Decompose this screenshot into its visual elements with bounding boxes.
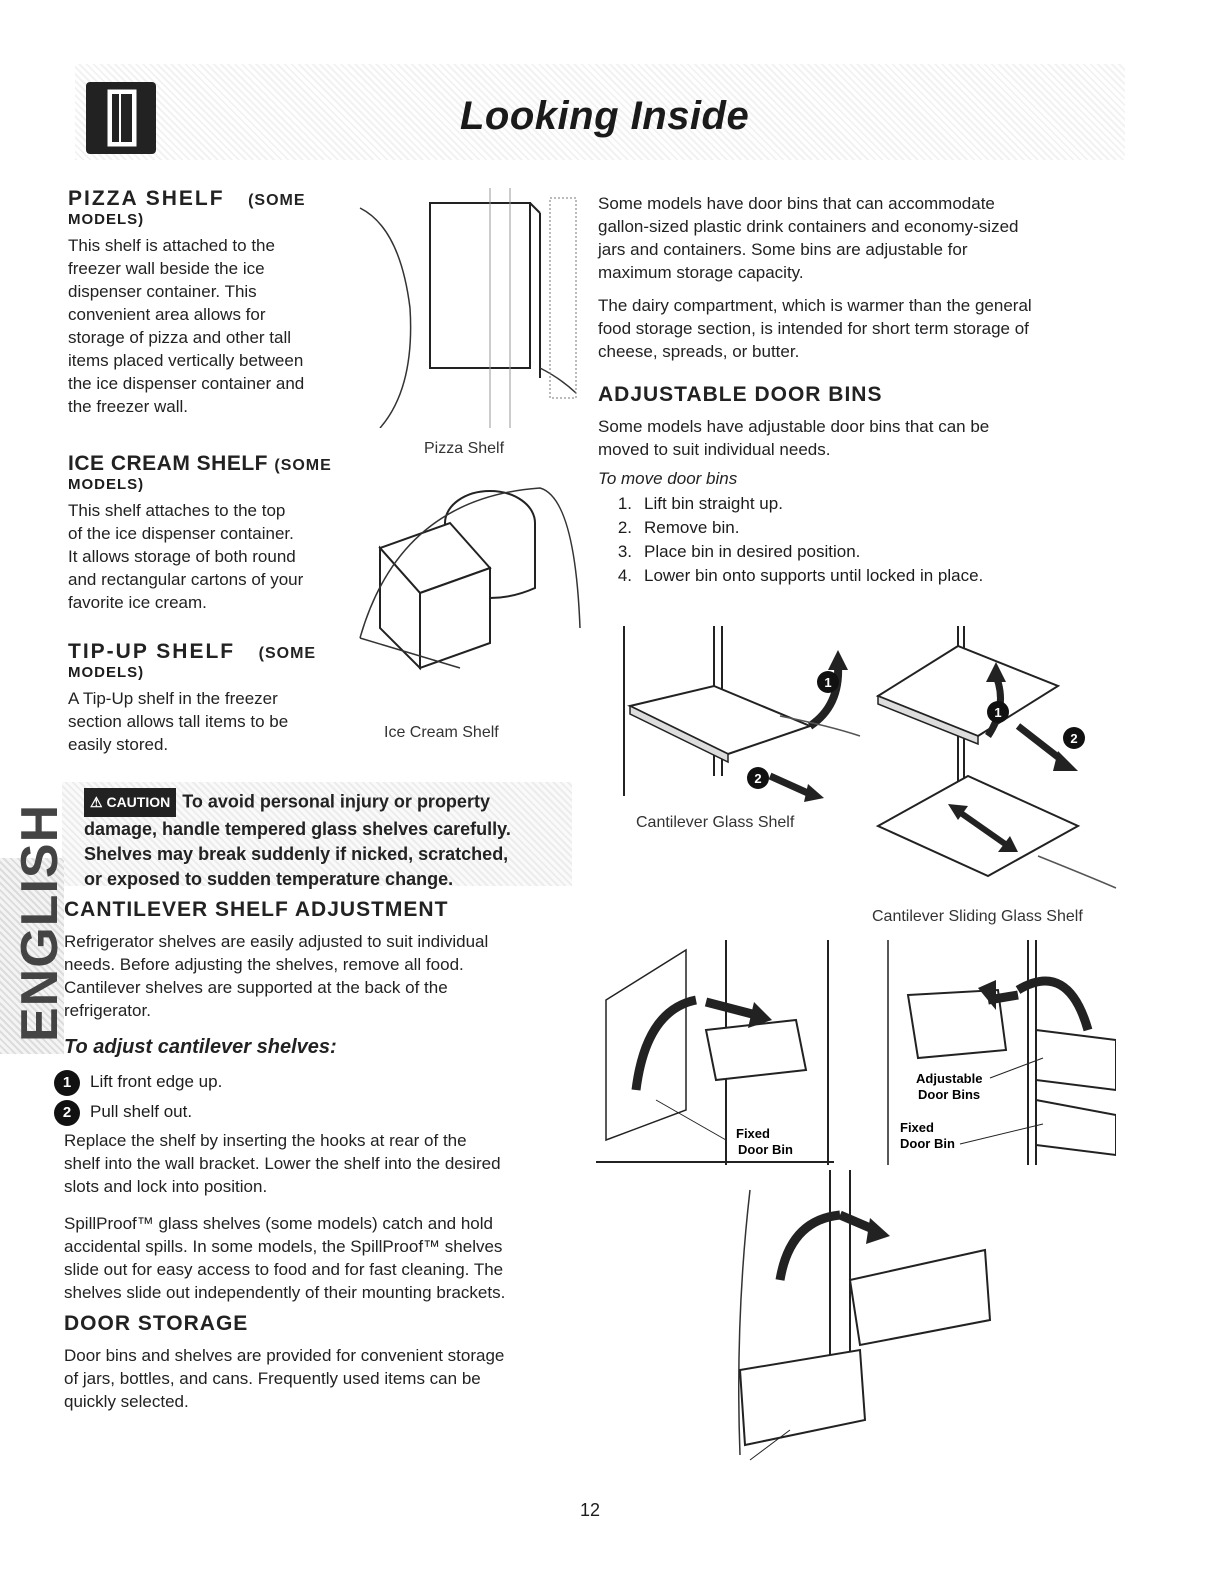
intro-line: Some models have door bins that can accommodate bbox=[598, 194, 995, 213]
fixed2-label-line2: Door Bin bbox=[900, 1136, 955, 1151]
cantilever-text2-line: slots and lock into position. bbox=[64, 1177, 268, 1196]
step-number: 4. bbox=[617, 566, 632, 585]
door-storage-line: quickly selected. bbox=[64, 1392, 189, 1411]
pizza-caption: Pizza Shelf bbox=[424, 440, 505, 457]
tipup-subtitle: MODELS) bbox=[68, 664, 145, 681]
list-item bbox=[598, 516, 1118, 539]
pizza-text-line: the freezer wall. bbox=[68, 397, 188, 416]
pizza-text-line: storage of pizza and other tall bbox=[68, 328, 292, 347]
caution-line: To avoid personal injury or property bbox=[182, 791, 490, 812]
caution-line: or exposed to sudden temperature change. bbox=[84, 869, 454, 889]
pizza-text-line: freezer wall beside the ice bbox=[68, 259, 265, 278]
icecream-text-line: favorite ice cream. bbox=[68, 593, 207, 612]
step-marker-1: 1 bbox=[824, 675, 832, 690]
pizza-title: PIZZA SHELF bbox=[68, 187, 225, 210]
icecream-text-line: of the ice dispenser container. bbox=[68, 524, 294, 543]
intro-line: maximum storage capacity. bbox=[598, 263, 804, 282]
step-marker-2: 2 bbox=[754, 771, 762, 786]
tipup-title-small: (SOME bbox=[258, 645, 317, 662]
list-item bbox=[598, 564, 1118, 587]
fixed-label-line2: Door Bin bbox=[738, 1142, 793, 1157]
spillproof-line: accidental spills. In some models, the SpillProof™ shelves bbox=[64, 1237, 503, 1256]
pizza-title-small: (SOME bbox=[248, 192, 306, 209]
cantilever-glass-figure bbox=[610, 626, 868, 806]
pizza-text-line: dispenser container. This bbox=[68, 282, 257, 301]
door-storage-title: DOOR STORAGE bbox=[64, 1312, 249, 1335]
spillproof-line: SpillProof™ glass shelves (some models) catch and hold bbox=[64, 1214, 493, 1233]
step-number: 3. bbox=[617, 542, 632, 561]
adjustable-door-bins-figure bbox=[878, 940, 1116, 1165]
step-text: Pull shelf out. bbox=[90, 1102, 193, 1121]
cantilever-text-line: needs. Before adjusting the shelves, remove all food. bbox=[64, 955, 464, 974]
adjustable-text-line: moved to suit individual needs. bbox=[598, 440, 831, 459]
pizza-text-line: the ice dispenser container and bbox=[68, 374, 305, 393]
sliding-caption: Cantilever Sliding Glass Shelf bbox=[872, 908, 1083, 925]
tipup-text-line: section allows tall items to be bbox=[68, 712, 289, 731]
intro-line: jars and containers. Some bins are adjustable for bbox=[598, 240, 968, 259]
icecream-shelf-section bbox=[68, 452, 343, 614]
step-number: 1. bbox=[617, 494, 632, 513]
cantilever-text2-line: shelf into the wall bracket. Lower the shelf into the desired bbox=[64, 1154, 501, 1173]
refrigerator-icon bbox=[86, 82, 156, 154]
cantilever-step bbox=[54, 1097, 584, 1127]
icecream-title-small: (SOME bbox=[274, 457, 332, 474]
adjustable-steps bbox=[598, 492, 1118, 587]
icecream-subtitle: MODELS) bbox=[68, 476, 145, 493]
pizza-text-line: items placed vertically between bbox=[68, 351, 304, 370]
door-storage-line: Door bins and shelves are provided for convenient storage bbox=[64, 1346, 505, 1365]
step-text: Lower bin onto supports until locked in place. bbox=[644, 566, 984, 585]
icecream-shelf-figure bbox=[340, 468, 585, 713]
step-number: 2 bbox=[54, 1100, 80, 1126]
caution-badge: ⚠ CAUTION bbox=[84, 788, 176, 817]
caution-badge-label: CAUTION bbox=[106, 794, 171, 810]
pizza-text-line: This shelf is attached to the bbox=[68, 236, 275, 255]
door-bins-figure bbox=[730, 1170, 1010, 1465]
sliding-glass-figure bbox=[868, 626, 1118, 896]
step-number: 2. bbox=[617, 518, 632, 537]
adjustable-text-line: Some models have adjustable door bins that can be bbox=[598, 417, 990, 436]
language-tab-label: ENGLISH bbox=[11, 803, 69, 1042]
dairy-line: The dairy compartment, which is warmer than the general bbox=[598, 296, 1032, 315]
icecream-text-line: It allows storage of both round bbox=[68, 547, 296, 566]
pizza-shelf-section bbox=[68, 187, 343, 418]
intro-line: gallon-sized plastic drink containers and economy-sized bbox=[598, 217, 1019, 236]
spillproof-line: shelves slide out independently of their mounting brackets. bbox=[64, 1283, 506, 1302]
caution-line: damage, handle tempered glass shelves carefully. bbox=[84, 819, 511, 839]
step-text: Lift bin straight up. bbox=[644, 494, 783, 513]
cantilever-text-line: Cantilever shelves are supported at the back of the bbox=[64, 978, 448, 997]
door-storage-line: of jars, bottles, and cans. Frequently used items can be bbox=[64, 1369, 481, 1388]
cantilever-section bbox=[64, 898, 584, 1413]
fixed-door-bin-figure bbox=[596, 940, 834, 1165]
list-item bbox=[598, 492, 1118, 515]
adjustable-label-line2: Door Bins bbox=[918, 1087, 981, 1102]
page-title: Looking Inside bbox=[460, 94, 750, 138]
caution-box bbox=[62, 782, 572, 889]
icecream-title: ICE CREAM SHELF bbox=[68, 452, 269, 475]
step-marker-2: 2 bbox=[1070, 731, 1078, 746]
cantilever-how: To adjust cantilever shelves: bbox=[64, 1036, 337, 1058]
tipup-text-line: easily stored. bbox=[68, 735, 169, 754]
cantilever-title: CANTILEVER SHELF ADJUSTMENT bbox=[64, 898, 449, 921]
pizza-subtitle: MODELS) bbox=[68, 211, 145, 228]
tipup-shelf-section bbox=[68, 640, 343, 756]
icecream-caption: Ice Cream Shelf bbox=[384, 724, 499, 741]
icecream-text-line: This shelf attaches to the top bbox=[68, 501, 286, 520]
cantilever-text-line: Refrigerator shelves are easily adjusted to suit individual bbox=[64, 932, 489, 951]
spillproof-line: slide out for easy access to food and for fast cleaning. The bbox=[64, 1260, 504, 1279]
cantilever-caption: Cantilever Glass Shelf bbox=[636, 814, 795, 831]
cantilever-text-line: refrigerator. bbox=[64, 1001, 151, 1020]
right-column bbox=[598, 192, 1118, 588]
step-text: Lift front edge up. bbox=[90, 1072, 223, 1091]
step-text: Remove bin. bbox=[644, 518, 740, 537]
step-number: 1 bbox=[54, 1070, 80, 1096]
tipup-title: TIP-UP SHELF bbox=[68, 640, 236, 663]
adjustable-label-line1: Adjustable bbox=[916, 1071, 983, 1086]
icecream-text-line: and rectangular cartons of your bbox=[68, 570, 304, 589]
cantilever-text2-line: Replace the shelf by inserting the hooks at rear of the bbox=[64, 1131, 467, 1150]
cantilever-step bbox=[54, 1067, 584, 1097]
adjustable-how: To move door bins bbox=[598, 469, 738, 488]
pizza-shelf-figure bbox=[340, 188, 578, 428]
dairy-line: cheese, spreads, or butter. bbox=[598, 342, 800, 361]
dairy-line: food storage section, is intended for short term storage of bbox=[598, 319, 1029, 338]
fixed2-label-line1: Fixed bbox=[900, 1120, 934, 1135]
list-item bbox=[598, 540, 1118, 563]
page-number: 12 bbox=[580, 1500, 601, 1520]
pizza-text-line: convenient area allows for bbox=[68, 305, 266, 324]
adjustable-bins-title: ADJUSTABLE DOOR BINS bbox=[598, 383, 883, 406]
step-marker-1: 1 bbox=[994, 705, 1002, 720]
tipup-text-line: A Tip-Up shelf in the freezer bbox=[68, 689, 278, 708]
step-text: Place bin in desired position. bbox=[644, 542, 861, 561]
caution-line: Shelves may break suddenly if nicked, scratched, bbox=[84, 844, 509, 864]
fixed-label-line1: Fixed bbox=[736, 1126, 770, 1141]
